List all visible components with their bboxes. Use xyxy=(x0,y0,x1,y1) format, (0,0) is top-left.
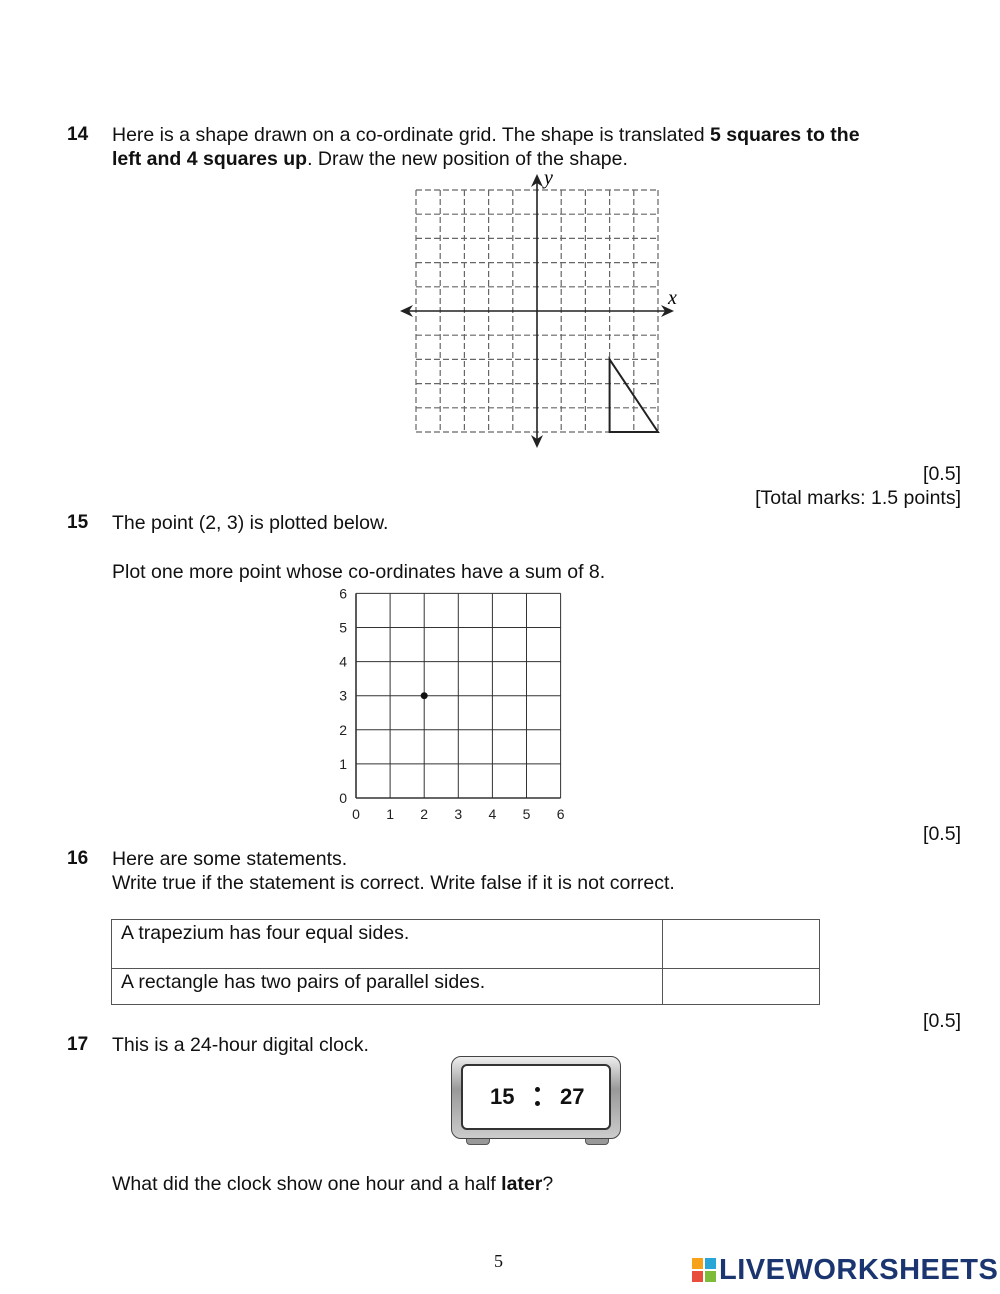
total-marks: [Total marks: 1.5 points] xyxy=(755,487,961,509)
statements-table xyxy=(111,919,820,1005)
translation-grid-axes xyxy=(400,174,674,448)
clock-colon-dot-top xyxy=(535,1087,540,1092)
y-tick-label: 3 xyxy=(339,687,347,704)
clock-minutes: 27 xyxy=(560,1084,585,1109)
y-axis-label: y xyxy=(544,167,553,189)
q17-question-part: What did the clock show one hour and a half xyxy=(112,1173,502,1195)
y-tick-label: 2 xyxy=(339,721,347,738)
y-tick-label: 1 xyxy=(339,755,347,772)
question-number-14: 14 xyxy=(67,124,89,145)
point-plot-points xyxy=(421,692,428,699)
question-17-text-2 xyxy=(112,1172,553,1196)
x-tick-label: 4 xyxy=(488,806,497,822)
question-15-text-1: The point (2, 3) is plotted below. xyxy=(112,512,389,534)
x-tick-label: 2 xyxy=(420,806,429,822)
q14-text-bold: left and 4 squares up xyxy=(112,148,308,170)
y-tick-label: 4 xyxy=(339,653,347,670)
table-row xyxy=(112,920,820,969)
page-number: 5 xyxy=(494,1251,503,1271)
plotted-point xyxy=(421,692,428,699)
point-plot-chart[interactable] xyxy=(330,585,575,825)
q15-mark: [0.5] xyxy=(923,823,961,845)
clock-hours: 15 xyxy=(490,1084,515,1109)
q14-text-part: . Draw the new position of the shape. xyxy=(307,148,628,170)
question-number-17: 17 xyxy=(67,1034,89,1055)
q14-mark: [0.5] xyxy=(923,463,961,485)
translation-grid-chart[interactable] xyxy=(390,166,690,458)
statement-cell: A rectangle has two pairs of parallel sides. xyxy=(112,969,663,1005)
clock-display xyxy=(461,1064,611,1130)
q14-text-bold: 5 squares to the xyxy=(710,124,860,146)
table-row xyxy=(112,969,820,1005)
x-tick-label: 5 xyxy=(522,806,531,822)
question-14-text xyxy=(112,123,952,171)
question-16-text-1: Here are some statements. xyxy=(112,848,348,870)
question-17-text-1: This is a 24-hour digital clock. xyxy=(112,1034,369,1056)
statement-cell: A trapezium has four equal sides. xyxy=(112,920,663,969)
liveworksheets-brand: LIVEWORKSHEETS xyxy=(719,1254,999,1286)
x-tick-label: 3 xyxy=(454,806,463,822)
answer-box-1[interactable] xyxy=(663,920,820,969)
point-plot-grid xyxy=(356,593,561,798)
y-tick-label: 0 xyxy=(339,790,347,806)
x-tick-label: 1 xyxy=(386,806,394,822)
x-axis-label: x xyxy=(668,287,677,309)
x-tick-label: 6 xyxy=(556,806,565,822)
liveworksheets-logo-icon xyxy=(692,1258,716,1282)
y-tick-label: 6 xyxy=(339,585,347,602)
q17-question-bold: later xyxy=(501,1173,543,1195)
question-number-15: 15 xyxy=(67,512,89,533)
q14-text-part: Here is a shape drawn on a co-ordinate grid. The shape is translated xyxy=(112,124,710,146)
digital-clock xyxy=(451,1056,621,1139)
y-tick-label: 5 xyxy=(339,619,347,636)
clock-colon-dot-bottom xyxy=(535,1101,540,1106)
question-15-text-2: Plot one more point whose co-ordinates have a sum of 8. xyxy=(112,561,606,583)
question-16-text-2: Write true if the statement is correct. Write false if it is not correct. xyxy=(112,872,675,894)
x-tick-label: 0 xyxy=(352,806,360,822)
question-number-16: 16 xyxy=(67,848,89,869)
q16-mark: [0.5] xyxy=(923,1010,961,1032)
answer-box-2[interactable] xyxy=(663,969,820,1005)
q17-question-part: ? xyxy=(542,1173,554,1195)
point-plot-ticks xyxy=(339,585,564,822)
